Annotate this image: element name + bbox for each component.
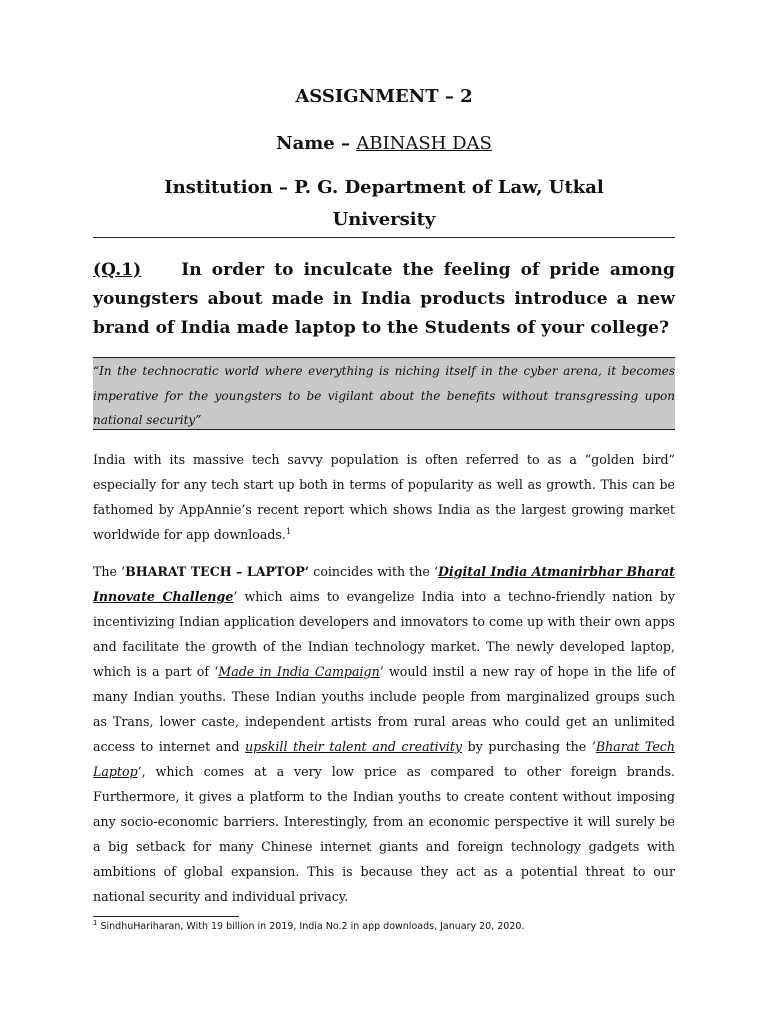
upskill-term: upskill their talent and creativity <box>245 739 462 754</box>
student-name: ABINASH DAS <box>356 133 492 154</box>
student-name-line <box>0 133 768 154</box>
footnote <box>93 918 675 932</box>
text-span: ’ which aims to evangelize India into a techno-friendly nation by incentivizing Indian application developers and innovators to come up with their own apps and facilitate the growth of the Indian technology market. The newly developed laptop, which is a part of ‘ <box>93 589 675 679</box>
paragraph-1 <box>93 447 675 547</box>
bharat-tech-laptop-italic-term: Bharat Tech Laptop <box>93 739 675 779</box>
made-in-india-term: Made in India Campaign <box>218 664 380 679</box>
text-span: ’, which comes at a very low price as compared to other foreign brands. Furthermore, it gives a platform to the Indian youths to create content without imposing any socio-economic barriers. Interestingly, from an economic perspective it will surely be a big setback for many Chinese internet giants and foreign technology gadgets with ambitions of global expansion. This is because they act as a potential threat to our national security and individual privacy. <box>93 764 675 904</box>
footnote-text: SindhuHariharan, With 19 billion in 2019, India No.2 in app downloads, January 20, 2020. <box>97 921 525 932</box>
institution-line-1: Institution – P. G. Department of Law, Utkal <box>164 177 604 198</box>
institution-line-2: University <box>332 209 436 230</box>
text-span: by purchasing the ‘ <box>462 739 596 754</box>
footnote-number: 1 <box>93 918 98 927</box>
text-span: The ‘ <box>93 564 126 579</box>
question-number: (Q.1) <box>93 260 142 280</box>
question-block <box>93 256 675 343</box>
question-text: In order to inculcate the feeling of pride among youngsters about made in India products introduce a new brand of India made laptop to the Students of your college? <box>93 260 675 338</box>
paragraph-2 <box>93 559 675 909</box>
text-span: ’ would instil a new ray of hope in the life of many Indian youths. These Indian youths include people from marginalized groups such as Trans, lower caste, independent artists from rural areas who could get an unlimited access to internet and <box>93 664 675 754</box>
paragraph-1-text: India with its massive tech savvy population is often referred to as a “golden bird” especially for any tech start up both in terms of popularity as well as growth. This can be fathomed by AppAnnie’s recent report which shows India as the largest growing market worldwide for app downloads. <box>93 452 675 542</box>
bharat-tech-laptop-term: BHARAT TECH – LAPTOP’ <box>125 564 310 579</box>
text-span: coincides with the ‘ <box>309 564 438 579</box>
quote-text: “In the technocratic world where everything is niching itself in the cyber arena, it becomes imperative for the youngsters to be vigilant about the benefits without transgressing upon national security” <box>93 364 675 427</box>
footnote-reference: 1 <box>285 526 291 536</box>
assignment-title: ASSIGNMENT – 2 <box>295 86 473 107</box>
digital-india-challenge-term: Digital India Atmanirbhar Bharat Innovate Challenge <box>93 564 675 604</box>
header-divider <box>93 237 675 238</box>
name-label: Name – <box>276 133 357 154</box>
footnote-separator <box>93 916 239 917</box>
